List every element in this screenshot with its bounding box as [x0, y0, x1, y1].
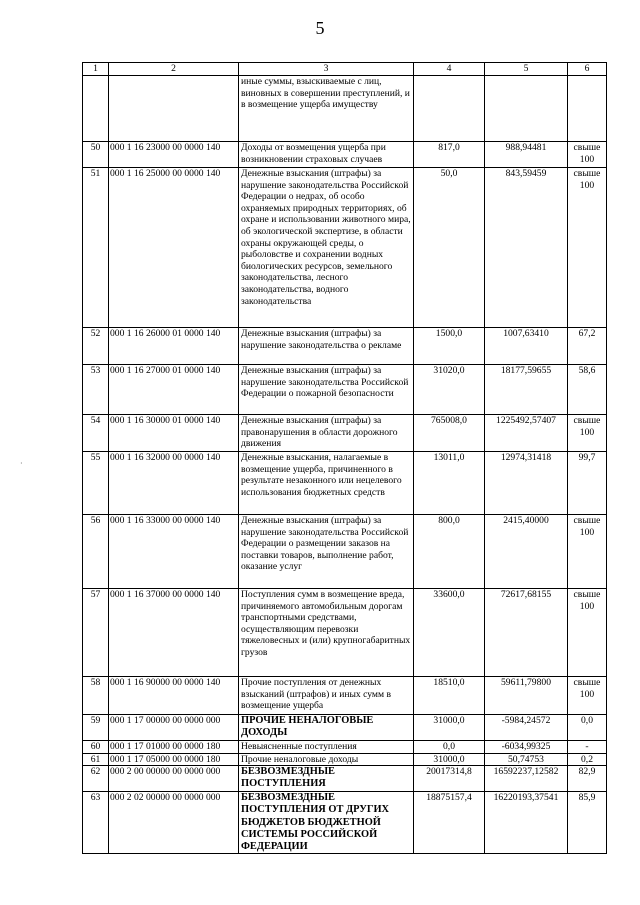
income-name-cell: Денежные взыскания (штрафы) за нарушение законодательства Российской Федерации о размещении заказов на поставки товаров, выполнение работ, оказание услуг — [239, 515, 414, 589]
row-number-cell: 57 — [83, 589, 109, 677]
income-name-cell: Денежные взыскания (штрафы) за нарушение законодательства о рекламе — [239, 328, 414, 365]
row-number-cell: 62 — [83, 766, 109, 792]
classification-code-cell: 000 1 16 90000 00 0000 140 — [109, 677, 239, 715]
income-name-cell: Доходы от возмещения ущерба при возникновении страховых случаев — [239, 142, 414, 168]
actual-amount-cell: 72617,68155 — [485, 589, 568, 677]
income-name-cell: Прочие неналоговые доходы — [239, 753, 414, 766]
column-header: 2 — [109, 63, 239, 76]
income-name-cell: Поступления сумм в возмещение вреда, причиняемого автомобильным дорогам транспортными средствами, осуществляющим перевозки тяжеловесных и (или) крупногабаритных грузов — [239, 589, 414, 677]
column-header: 6 — [568, 63, 607, 76]
row-number-cell: 51 — [83, 168, 109, 328]
actual-amount-cell: 16220193,37541 — [485, 792, 568, 854]
plan-amount-cell: 31020,0 — [414, 365, 485, 415]
actual-amount-cell: 59611,79800 — [485, 677, 568, 715]
classification-code-cell: 000 1 16 32000 00 0000 140 — [109, 452, 239, 515]
percent-cell — [568, 76, 607, 142]
percent-cell: свыше 100 — [568, 168, 607, 328]
percent-cell: свыше 100 — [568, 515, 607, 589]
actual-amount-cell: 12974,31418 — [485, 452, 568, 515]
table-row — [83, 168, 607, 328]
income-name-cell: Денежные взыскания (штрафы) за нарушение законодательства Российской Федерации о пожарной безопасности — [239, 365, 414, 415]
plan-amount-cell: 0,0 — [414, 741, 485, 754]
classification-code-cell: 000 1 17 00000 00 0000 000 — [109, 715, 239, 741]
classification-code-cell: 000 1 17 01000 00 0000 180 — [109, 741, 239, 754]
row-number-cell: 58 — [83, 677, 109, 715]
row-number-cell: 56 — [83, 515, 109, 589]
income-name-cell: Денежные взыскания (штрафы) за правонарушения в области дорожного движения — [239, 415, 414, 452]
percent-cell: 58,6 — [568, 365, 607, 415]
percent-cell: 67,2 — [568, 328, 607, 365]
column-header: 1 — [83, 63, 109, 76]
row-number-cell: 52 — [83, 328, 109, 365]
income-name-cell: иные суммы, взыскиваемые с лиц, виновных в совершении преступлений, и в возмещение ущерба имуществу — [239, 76, 414, 142]
table-row — [83, 76, 607, 142]
actual-amount-cell: 988,94481 — [485, 142, 568, 168]
table-row — [83, 415, 607, 452]
classification-code-cell: 000 1 16 26000 01 0000 140 — [109, 328, 239, 365]
table-row — [83, 515, 607, 589]
income-name-cell: БЕЗВОЗМЕЗДНЫЕ ПОСТУПЛЕНИЯ ОТ ДРУГИХ БЮДЖЕТОВ БЮДЖЕТНОЙ СИСТЕМЫ РОССИЙСКОЙ ФЕДЕРАЦИИ — [239, 792, 414, 854]
table-row — [83, 365, 607, 415]
plan-amount-cell: 18510,0 — [414, 677, 485, 715]
table-row — [83, 589, 607, 677]
plan-amount-cell: 50,0 — [414, 168, 485, 328]
income-name-cell: БЕЗВОЗМЕЗДНЫЕ ПОСТУПЛЕНИЯ — [239, 766, 414, 792]
income-name-cell: Прочие поступления от денежных взысканий (штрафов) и иных сумм в возмещение ущерба — [239, 677, 414, 715]
actual-amount-cell: -6034,99325 — [485, 741, 568, 754]
column-header: 4 — [414, 63, 485, 76]
percent-cell: 85,9 — [568, 792, 607, 854]
classification-code-cell: 000 1 16 33000 00 0000 140 — [109, 515, 239, 589]
percent-cell: 0,2 — [568, 753, 607, 766]
classification-code-cell: 000 1 17 05000 00 0000 180 — [109, 753, 239, 766]
actual-amount-cell: 50,74753 — [485, 753, 568, 766]
plan-amount-cell — [414, 76, 485, 142]
percent-cell: свыше 100 — [568, 142, 607, 168]
column-header: 3 — [239, 63, 414, 76]
percent-cell: 0,0 — [568, 715, 607, 741]
plan-amount-cell: 18875157,4 — [414, 792, 485, 854]
income-name-cell: ПРОЧИЕ НЕНАЛОГОВЫЕ ДОХОДЫ — [239, 715, 414, 741]
plan-amount-cell: 765008,0 — [414, 415, 485, 452]
table-row — [83, 753, 607, 766]
percent-cell: 82,9 — [568, 766, 607, 792]
plan-amount-cell: 817,0 — [414, 142, 485, 168]
classification-code-cell — [109, 76, 239, 142]
classification-code-cell: 000 1 16 37000 00 0000 140 — [109, 589, 239, 677]
row-number-cell: 63 — [83, 792, 109, 854]
row-number-cell: 59 — [83, 715, 109, 741]
row-number-cell: 50 — [83, 142, 109, 168]
row-number-cell: 55 — [83, 452, 109, 515]
actual-amount-cell: 843,59459 — [485, 168, 568, 328]
percent-cell: 99,7 — [568, 452, 607, 515]
actual-amount-cell — [485, 76, 568, 142]
income-name-cell: Невыясненные поступления — [239, 741, 414, 754]
plan-amount-cell: 33600,0 — [414, 589, 485, 677]
percent-cell: - — [568, 741, 607, 754]
classification-code-cell: 000 2 00 00000 00 0000 000 — [109, 766, 239, 792]
actual-amount-cell: 16592237,12582 — [485, 766, 568, 792]
plan-amount-cell: 31000,0 — [414, 753, 485, 766]
column-header: 5 — [485, 63, 568, 76]
income-name-cell: Денежные взыскания (штрафы) за нарушение законодательства Российской Федерации о недрах, об особо охраняемых природных территориях, об охране и использовании животного мира, об экологической экспертизе, в области охраны окружающей среды, о рыболовстве и сохранении водных биологических ресурсов, земельного законодательства, лесного законодательства, водного законодательства — [239, 168, 414, 328]
plan-amount-cell: 20017314,8 — [414, 766, 485, 792]
actual-amount-cell: 1225492,57407 — [485, 415, 568, 452]
table-row — [83, 452, 607, 515]
table-row — [83, 328, 607, 365]
classification-code-cell: 000 1 16 23000 00 0000 140 — [109, 142, 239, 168]
actual-amount-cell: 1007,63410 — [485, 328, 568, 365]
table-row — [83, 677, 607, 715]
classification-code-cell: 000 1 16 27000 01 0000 140 — [109, 365, 239, 415]
percent-cell: свыше 100 — [568, 415, 607, 452]
table-row — [83, 715, 607, 741]
plan-amount-cell: 800,0 — [414, 515, 485, 589]
table-row — [83, 142, 607, 168]
plan-amount-cell: 13011,0 — [414, 452, 485, 515]
table-row — [83, 766, 607, 792]
percent-cell: свыше 100 — [568, 677, 607, 715]
table-row — [83, 741, 607, 754]
header-row — [83, 63, 607, 76]
row-number-cell — [83, 76, 109, 142]
actual-amount-cell: 18177,59655 — [485, 365, 568, 415]
actual-amount-cell: 2415,40000 — [485, 515, 568, 589]
page-number: 5 — [315, 18, 325, 38]
classification-code-cell: 000 1 16 30000 01 0000 140 — [109, 415, 239, 452]
budget-table — [82, 62, 607, 854]
scan-mark: · — [20, 459, 23, 468]
actual-amount-cell: -5984,24572 — [485, 715, 568, 741]
plan-amount-cell: 31000,0 — [414, 715, 485, 741]
row-number-cell: 61 — [83, 753, 109, 766]
classification-code-cell: 000 2 02 00000 00 0000 000 — [109, 792, 239, 854]
row-number-cell: 53 — [83, 365, 109, 415]
row-number-cell: 60 — [83, 741, 109, 754]
plan-amount-cell: 1500,0 — [414, 328, 485, 365]
income-name-cell: Денежные взыскания, налагаемые в возмещение ущерба, причиненного в результате незаконного или нецелевого использования бюджетных средств — [239, 452, 414, 515]
table-row — [83, 792, 607, 854]
row-number-cell: 54 — [83, 415, 109, 452]
percent-cell: свыше 100 — [568, 589, 607, 677]
classification-code-cell: 000 1 16 25000 00 0000 140 — [109, 168, 239, 328]
